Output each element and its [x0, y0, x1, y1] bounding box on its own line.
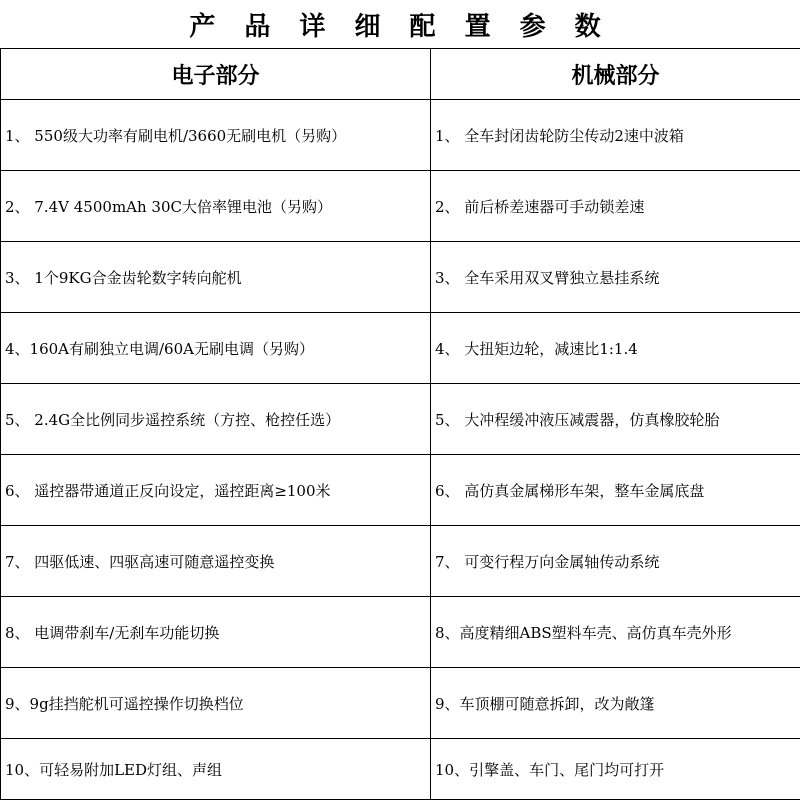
table-row: [1, 455, 800, 526]
mechanical-item: 2、 前后桥差速器可手动锁差速: [431, 171, 800, 242]
electronic-item: 9、9g挂挡舵机可遥控操作切换档位: [1, 668, 431, 739]
mechanical-item: 5、 大冲程缓冲液压减震器，仿真橡胶轮胎: [431, 384, 800, 455]
table-row: [1, 739, 800, 800]
electronic-item: 3、 1个9KG合金齿轮数字转向舵机: [1, 242, 431, 313]
table-row: [1, 171, 800, 242]
header-row: [1, 49, 800, 100]
mechanical-item: 1、 全车封闭齿轮防尘传动2速中波箱: [431, 100, 800, 171]
table-row: [1, 526, 800, 597]
electronic-item: 8、 电调带刹车/无刹车功能切换: [1, 597, 431, 668]
table-row: [1, 597, 800, 668]
table-row: [1, 384, 800, 455]
electronic-item: 5、 2.4G全比例同步遥控系统（方控、枪控任选）: [1, 384, 431, 455]
spec-table: [0, 48, 800, 800]
mechanical-item: 3、 全车采用双叉臂独立悬挂系统: [431, 242, 800, 313]
electronic-item: 7、 四驱低速、四驱高速可随意遥控变换: [1, 526, 431, 597]
mechanical-item: 6、 高仿真金属梯形车架，整车金属底盘: [431, 455, 800, 526]
header-mechanical: 机械部分: [431, 49, 800, 100]
table-row: [1, 313, 800, 384]
table-row: [1, 668, 800, 739]
electronic-item: 4、160A有刷独立电调/60A无刷电调（另购）: [1, 313, 431, 384]
table-row: [1, 100, 800, 171]
table-row: [1, 242, 800, 313]
electronic-item: 10、可轻易附加LED灯组、声组: [1, 739, 431, 800]
electronic-item: 6、 遥控器带通道正反向设定，遥控距离≥100米: [1, 455, 431, 526]
header-electronic: 电子部分: [1, 49, 431, 100]
mechanical-item: 4、 大扭矩边轮，减速比1:1.4: [431, 313, 800, 384]
mechanical-item: 8、高度精细ABS塑料车壳、高仿真车壳外形: [431, 597, 800, 668]
mechanical-item: 10、引擎盖、车门、尾门均可打开: [431, 739, 800, 800]
mechanical-item: 9、车顶棚可随意拆卸，改为敞篷: [431, 668, 800, 739]
mechanical-item: 7、 可变行程万向金属轴传动系统: [431, 526, 800, 597]
page-title: 产 品 详 细 配 置 参 数: [189, 11, 611, 42]
electronic-item: 1、 550级大功率有刷电机/3660无刷电机（另购）: [1, 100, 431, 171]
electronic-item: 2、 7.4V 4500mAh 30C大倍率锂电池（另购）: [1, 171, 431, 242]
